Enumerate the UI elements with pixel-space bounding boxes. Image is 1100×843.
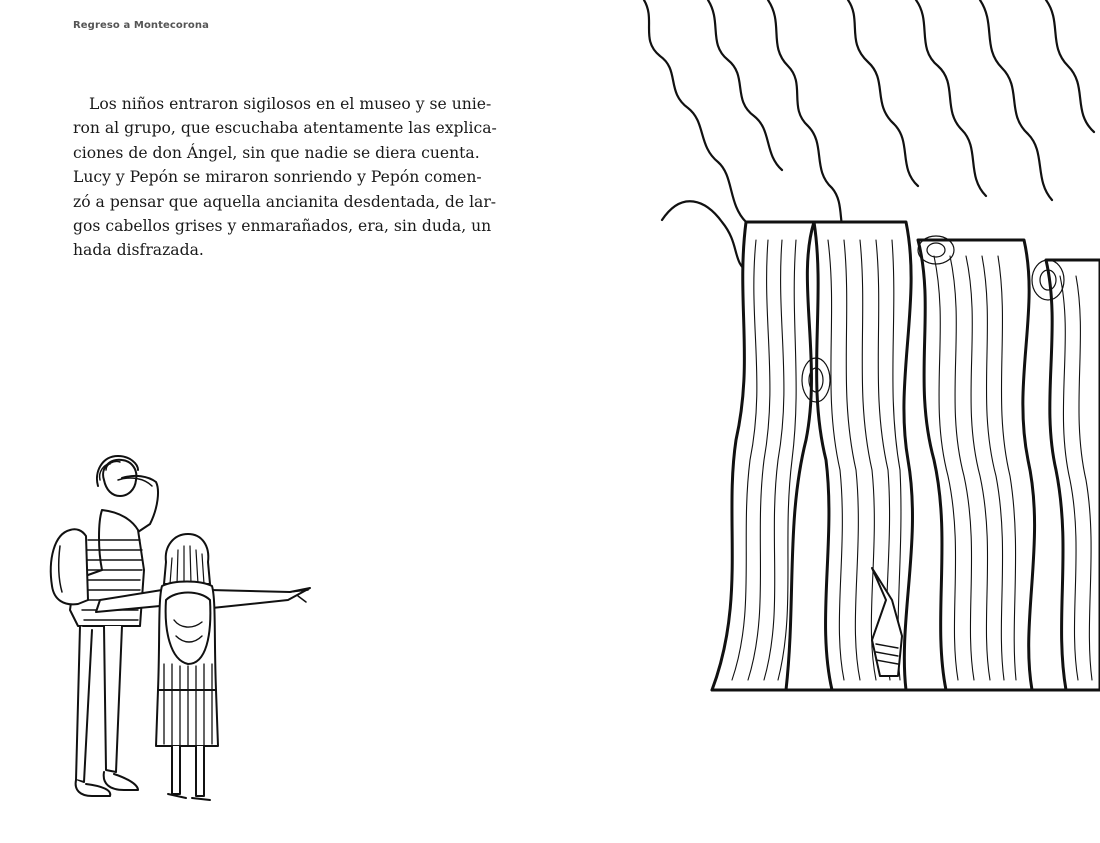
children-pointing-illustration: [40, 450, 330, 820]
text-line: zó a pensar que aquella ancianita desdentada, de lar-: [73, 192, 497, 211]
body-paragraph: [73, 92, 497, 263]
text-line: ron al grupo, que escuchaba atentamente las explica-: [73, 119, 497, 138]
text-line: Los niños entraron sigilosos en el museo y se unie-: [89, 95, 492, 113]
running-head: Regreso a Montecorona: [73, 20, 209, 31]
text-line: ciones de don Ángel, sin que nadie se diera cuenta.: [73, 143, 480, 162]
text-line: hada disfrazada.: [73, 241, 204, 260]
text-line: Lucy y Pepón se miraron sonriendo y Pepón comen-: [73, 168, 482, 187]
tree-trunks-illustration: [636, 0, 1100, 700]
text-line: gos cabellos grises y enmarañados, era, sin duda, un: [73, 217, 492, 236]
